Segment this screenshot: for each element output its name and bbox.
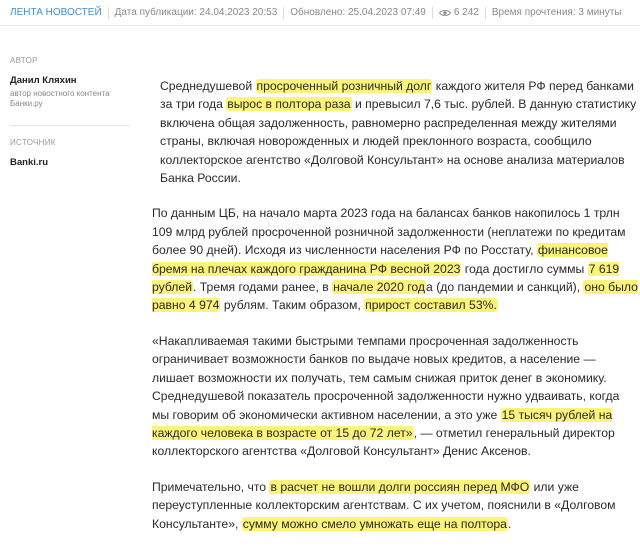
text-run: каждого жителя РФ перед банками за три года: [160, 79, 634, 112]
highlight: в расчет не вошли долги россиян перед МФО: [270, 479, 530, 494]
eye-icon: [439, 9, 451, 17]
text-run: «Накапливаемая такими быстрыми темпами просроченная задолженность ограничивает возможности банков по выдаче новых кредитов, а население — лишает возможности их получать, тем самым снижая приток денег в экономику. Среднедушевой показатель просроченной задолженности нужно удваивать, когда мы говорим об экономически активном населении, а это уже: [152, 333, 620, 422]
text-run: и превысил 7,6 тыс. рублей. В данную статистику включена общая задолженность, равномерно распределенная между жителями страны, включая новорожденных и людей преклонного возраста, сообщило коллекторское агентство «Долговой Консультант» на основе анализа материалов Банка России.: [160, 97, 637, 186]
author-heading: АВТОР: [10, 56, 38, 65]
views-counter: [433, 7, 486, 19]
article-paragraph-1: [152, 77, 638, 187]
highlight: финансовое бремя на плечах каждого гражданина РФ весной 2023: [152, 243, 608, 276]
text-run: По данным ЦБ, на начало марта 2023 года на балансах банков накопилось 1 трлн 109 млрд рублей просроченной розничной задолженности (неплатежи по кредитам более 90 дней). Исходя из численности населения РФ по Росстату,: [152, 206, 626, 258]
article-meta-bar: [0, 0, 640, 26]
highlight: вырос в полтора раза: [227, 97, 351, 112]
updated-date: Обновлено: 25.04.2023 07:49: [284, 7, 433, 19]
news-feed-link[interactable]: ЛЕНТА НОВОСТЕЙ: [10, 6, 102, 18]
published-date: Дата публикации: 24.04.2023 20:53: [109, 7, 285, 19]
highlight: начале 2020 год: [333, 280, 426, 295]
article-paragraph-4: [152, 478, 638, 533]
article-paragraph-2: [152, 204, 638, 314]
text-run: рублям. Таким образом,: [220, 298, 365, 313]
highlight: прирост составил 53%.: [365, 298, 497, 313]
highlight: 7 619 рублей: [152, 261, 620, 295]
sidebar-divider: [10, 125, 130, 126]
article-sidebar: [10, 56, 130, 168]
text-run: Среднедушевой: [160, 79, 256, 93]
source-name: Banki.ru: [10, 157, 49, 168]
highlight: сумму можно смело умножать еще на полтора: [242, 516, 507, 531]
text-run: а (до пандемии и санкций),: [426, 280, 584, 295]
reading-time: Время прочтения: 3 минуты: [491, 6, 622, 18]
source-heading: ИСТОЧНИК: [10, 138, 56, 147]
text-run: . Тремя годами ранее, в: [193, 280, 333, 295]
text-run: года достигло суммы: [461, 261, 588, 276]
text-run: Примечательно, что: [152, 479, 270, 494]
article-paragraph-3: [152, 332, 638, 461]
author-description: автор новостного контента Банки.ру: [10, 89, 110, 108]
views-count: 6 242: [453, 6, 479, 18]
section-link-cell[interactable]: [0, 7, 109, 19]
author-name-link[interactable]: Данил Кляхин: [10, 75, 77, 86]
text-run: .: [507, 516, 512, 531]
highlight: просроченный розничный долг: [256, 79, 432, 93]
article-body: [152, 77, 638, 547]
highlight: оно было равно 4 974: [152, 280, 638, 313]
text-run: или уже переуступленные коллекторским агентствам. С их учетом, пояснили в «Долговом Консультанте»,: [152, 479, 616, 531]
text-run: , — отметил генеральный директор коллекторского агентства «Долговой Консультант» Денис Аксенов.: [152, 425, 615, 459]
highlight: 15 тысяч рублей на каждого человека в возрасте от 15 до 72 лет»: [152, 407, 613, 440]
